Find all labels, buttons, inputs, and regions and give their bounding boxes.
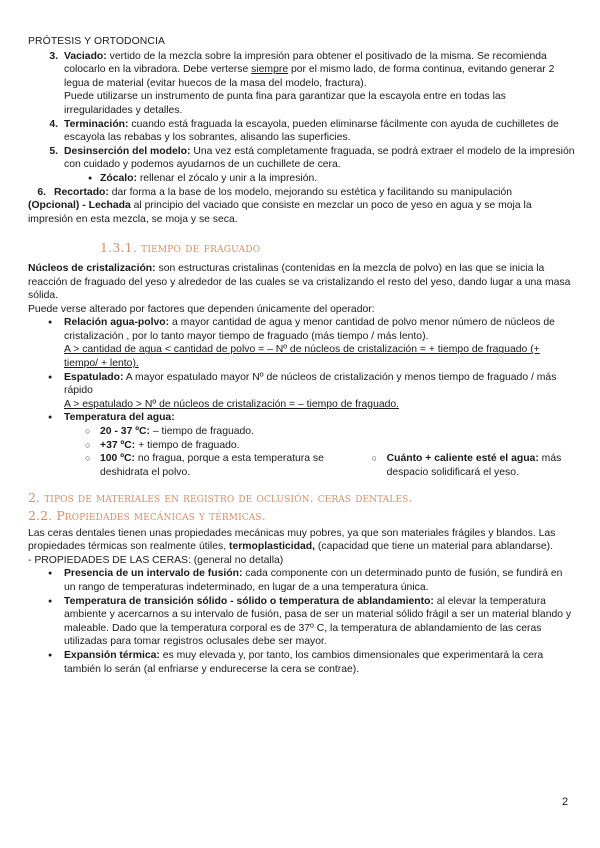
nucleos-text: son estructuras cristalinas (contenidas en la mezcla de polvo) en las que se inicia la reacción de fraguado del yeso y alrededor de las cuales se va cristalizando el resto del yeso, dando lugar a una masa sólida.: [28, 262, 571, 302]
temperature-note: [369, 425, 576, 479]
temperature-columns: [28, 425, 576, 479]
step-desinsercion: [28, 145, 576, 172]
temp-text: – tiempo de fraguado.: [150, 426, 254, 438]
step-title: Desinserción del modelo:: [64, 145, 191, 157]
step-text: [64, 145, 576, 172]
underlined-word: siempre: [251, 64, 289, 76]
ceras-intro-a: Las ceras dentales tienen unas propiedades mecánicas muy pobres, ya que son materiales frágiles y blandos. Las propiedades térmicas son realmente útiles,: [28, 527, 556, 553]
factors-intro: Puede verse alterado por factores que dependen únicamente del operador:: [28, 303, 375, 315]
temp-item: [82, 425, 349, 439]
step-body: cuando está fraguada la escayola, pueden eliminarse fácilmente con ayuda de cuchilletes de escayola las rebabas y los sobrantes, alisando las superficies.: [64, 118, 559, 144]
zocalo-title: Zócalo:: [100, 172, 137, 184]
prop-title: Presencia de un intervalo de fusión:: [64, 568, 243, 580]
temp-title: +37 ºC:: [100, 439, 136, 451]
step-title: Terminación:: [64, 118, 129, 130]
section-heading-ceras: 2. tipos de materiales en registro de oclusión. ceras dentales.: [28, 490, 413, 506]
zocalo-bullet: [28, 172, 576, 186]
step-text: [64, 50, 576, 91]
document-page: [28, 35, 576, 676]
step-body: dar forma a la base de los modelo, mejorando su estética y facilitando su manipulación: [108, 186, 513, 198]
factor-temperatura: [28, 411, 576, 425]
prop-text: es muy elevada y, por tanto, los cambios dimensionales que experimentará la cera también lo serán (al enfriarse y endurecerse la cera se contrae).: [64, 649, 544, 675]
prop-text: cada componente con un determinado punto de fusión, se fundirá en un rango de temperaturas indeterminado, en lugar de a una temperatura única.: [64, 568, 563, 593]
factor-espatulado: [28, 371, 576, 412]
step-number: 6.: [37, 186, 46, 198]
temp-title: 20 - 37 ºC:: [100, 426, 150, 438]
zocalo-text: rellenar el zócalo y unir a la impresión.: [136, 172, 318, 184]
section-subheading-propiedades: 2.2. Propiedades mecánicas y térmicas.: [28, 508, 266, 523]
step-extra: Puede utilizarse un instrumento de punta fina para garantizar que la escayola entre en todas las irregularidades y detalles.: [64, 91, 506, 116]
opcional-text: al principio del vaciado que consiste en mezclar un poco de yeso en agua y se moja la impresión en esta mezcla, se moja y se seca.: [28, 200, 532, 225]
prop-item: [28, 649, 576, 676]
step-number: 3.: [49, 50, 58, 62]
step-number: 4.: [49, 118, 58, 130]
step-vaciado: [28, 50, 576, 118]
temp-item: [82, 452, 349, 479]
section-heading-fraguado: 1.3.1. tiempo de fraguado: [100, 240, 261, 256]
factor-title: Relación agua-polvo:: [64, 317, 170, 329]
temp-note-item: [369, 452, 576, 479]
factor-text: A mayor espatulado mayor Nº de núcleos de cristalización y menos tiempo de fraguado / más rápido: [64, 371, 557, 397]
ceras-intro-b: (capacidad que tiene un material para ablandarse).: [315, 541, 554, 553]
factor-text: a mayor cantidad de agua y menor cantidad de polvo menor número de núcleos de cristalización , por lo tanto mayor tiempo de fraguado (más tiempo / más lento).: [64, 317, 555, 342]
step-terminacion: [28, 118, 576, 145]
step-recortado: [28, 186, 576, 200]
temp-text: no fragua, porque a esta temperatura se deshidrata el polvo.: [100, 453, 324, 478]
step-text: [54, 186, 576, 200]
factor-title: Temperatura del agua:: [64, 412, 175, 424]
step-body: Una vez está completamente fraguada, se podrá extraer el modelo de la impresión con cuidado y podemos ayudarnos de un cuchillete de cera.: [64, 145, 575, 171]
factor-relacion: [28, 316, 576, 370]
nucleos-title: Núcleos de cristalización:: [28, 262, 156, 274]
prop-title: Temperatura de transición sólido - sólido o temperatura de ablandamiento:: [64, 595, 434, 607]
temperature-list: [82, 425, 349, 479]
factor-rule: A > cantidad de agua < cantidad de polvo = – Nº de núcleos de cristalización = + tiempo de fraguado (+ tiempo/ + lento).: [64, 344, 540, 370]
nucleos-paragraph: [28, 262, 576, 303]
opcional-lechada: [28, 199, 576, 226]
temp-item: [82, 439, 349, 453]
factor-title: Espatulado:: [64, 371, 124, 383]
prop-item: [28, 595, 576, 649]
prop-item: [28, 567, 576, 594]
step-title: Vaciado:: [64, 50, 107, 62]
factor-rule: A > espatulado > Nº de núcleos de cristalización = – tiempo de fraguado.: [64, 398, 400, 410]
document-header: PRÓTESIS Y ORTODONCIA: [28, 36, 166, 47]
ceras-intro: [28, 527, 576, 554]
temp-note-title: Cuánto + caliente esté el agua:: [386, 453, 539, 465]
props-list: [28, 567, 576, 676]
step-body-b: por el mismo lado, de forma continua, evitando generar 2 legua de material (evitar huecos de la masa del modelo, fractura).: [64, 64, 555, 89]
prop-text: al elevar la temperatura ambiente y acercarnos a su intervalo de fusión, pasa de ser un material sólido frágil a ser un material blando y maleable. Dado que la temperatura corporal es de 37º C, la temperatura de ablandamiento de las ceras utilizadas para tomar registros oclusales debe ser mayor.: [64, 595, 572, 648]
temp-note-text: más despacio solidificará el yeso.: [386, 453, 562, 478]
temp-text: + tiempo de fraguado.: [135, 439, 240, 451]
step-number: 5.: [49, 145, 58, 157]
opcional-label: (Opcional) - Lechada: [28, 200, 131, 212]
factors-list: [28, 316, 576, 425]
prop-title: Expansión térmica:: [64, 649, 160, 661]
temp-title: 100 ºC:: [100, 453, 135, 465]
ceras-intro-bold: termoplasticidad,: [229, 541, 316, 553]
props-intro: - PROPIEDADES DE LAS CERAS: (general no detalla): [28, 554, 284, 566]
step-text: [64, 118, 576, 145]
page-number: 2: [562, 796, 569, 808]
step-title: Recortado:: [54, 186, 109, 198]
step-body-a: vertido de la mezcla sobre la impresión para obtener el positivado de la misma. Se recomienda colocarlo en la vibradora. Debe verterse: [64, 50, 547, 76]
